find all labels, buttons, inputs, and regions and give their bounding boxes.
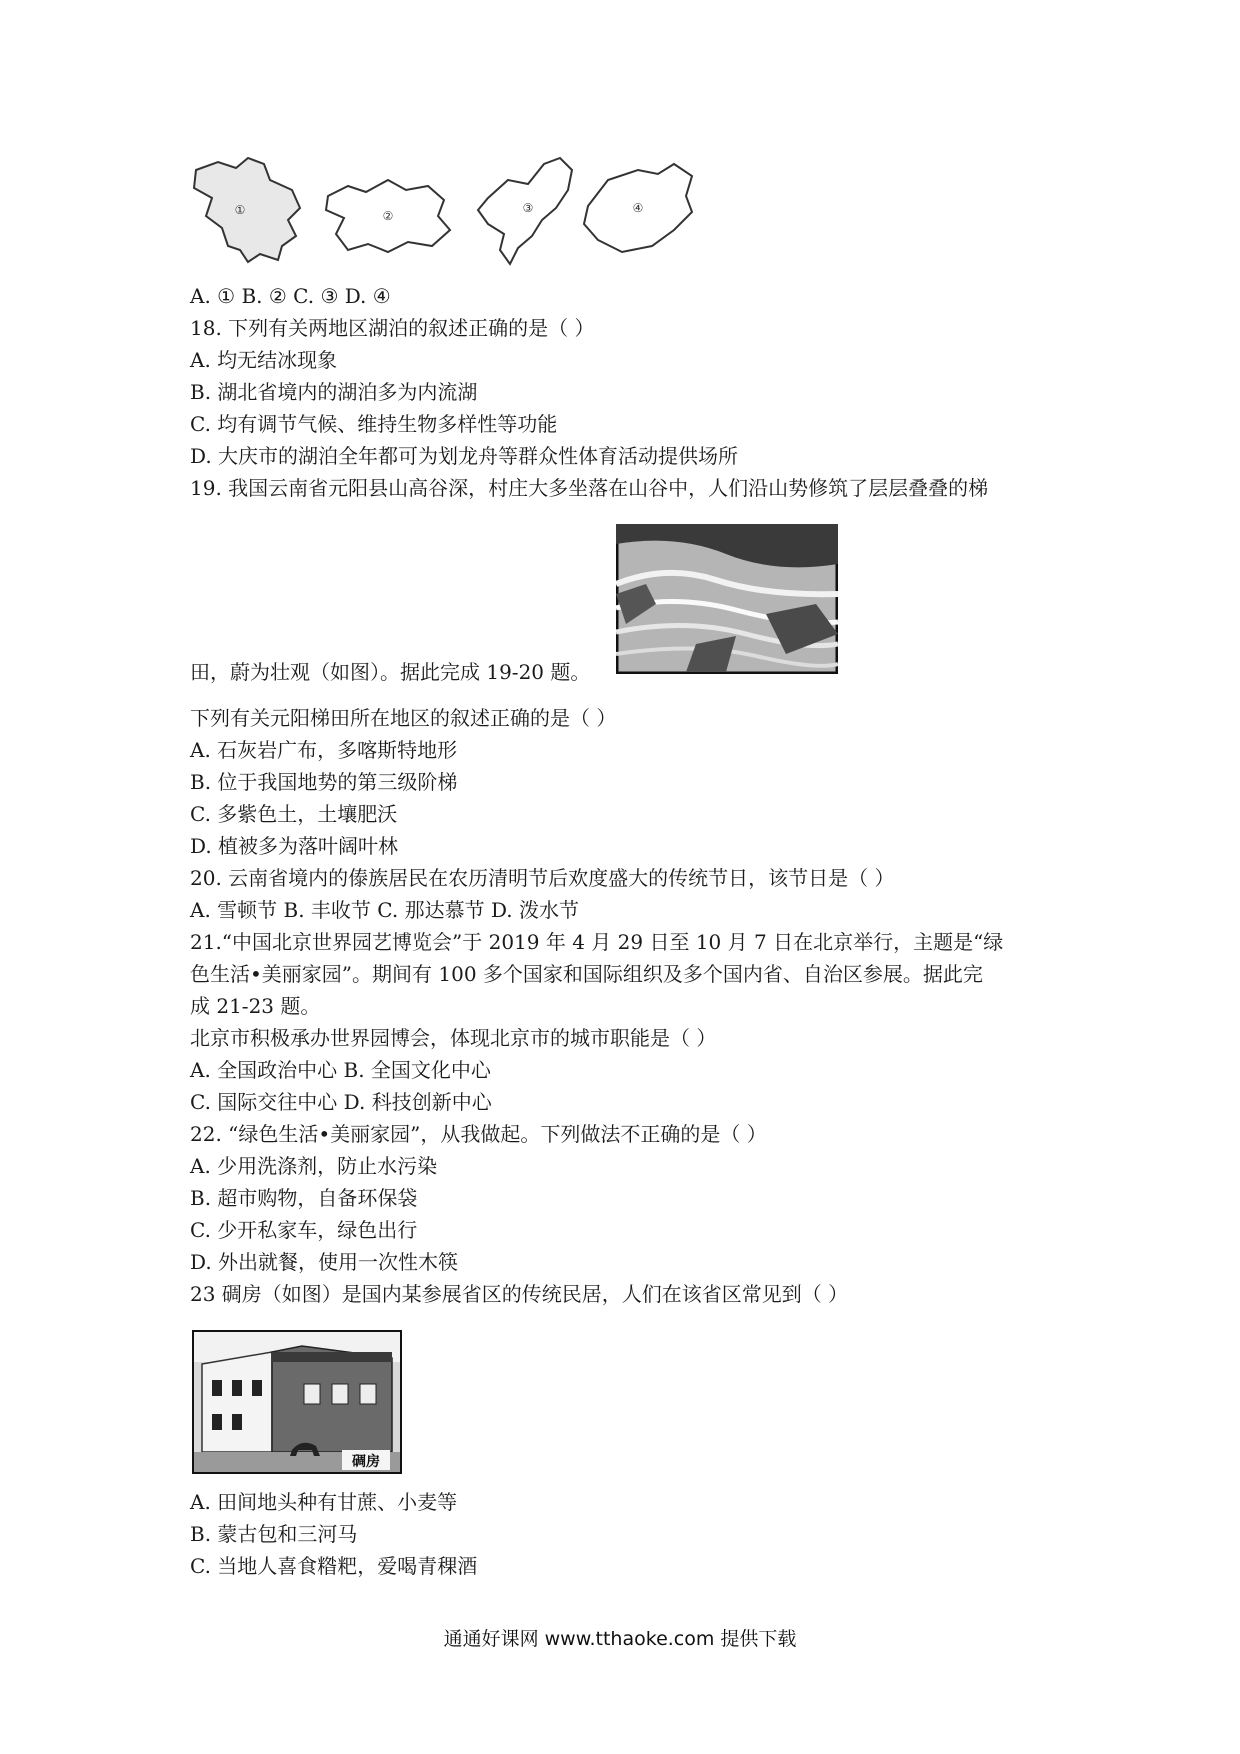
q23-stem: 23 碉房（如图）是国内某参展省区的传统民居，人们在该省区常见到（ ）: [190, 1282, 849, 1306]
map-label-3: ③: [522, 201, 534, 215]
map-label-2: ②: [382, 209, 394, 223]
q19-option-b: B. 位于我国地势的第三级阶梯: [190, 770, 458, 794]
q21-stem: 北京市积极承办世界园博会，体现北京市的城市职能是（ ）: [190, 1026, 717, 1050]
q23-option-c: C. 当地人喜食糌粑，爱喝青稞酒: [190, 1554, 478, 1578]
q21-options-cd: C. 国际交往中心 D. 科技创新中心: [190, 1090, 492, 1114]
q19-stem: 下列有关元阳梯田所在地区的叙述正确的是（ ）: [190, 706, 617, 730]
q22-option-a: A. 少用洗涤剂，防止水污染: [190, 1154, 438, 1178]
province-maps-figure: [188, 150, 748, 270]
q18-option-c: C. 均有调节气候、维持生物多样性等功能: [190, 412, 558, 436]
q22-option-c: C. 少开私家车，绿色出行: [190, 1218, 418, 1242]
q18-stem: 18. 下列有关两地区湖泊的叙述正确的是（ ）: [190, 316, 595, 340]
terraced-fields-photo: [616, 524, 838, 674]
q17-options: A. ① B. ② C. ③ D. ④: [190, 284, 391, 308]
q23-option-b: B. 蒙古包和三河马: [190, 1522, 358, 1546]
stone-house-photo: [192, 1330, 402, 1474]
page-footer: 通通好课网 www.tthaoke.com 提供下载: [443, 1628, 797, 1650]
q21-intro-line-2: 色生活•美丽家园”。期间有 100 多个国家和国际组织及多个国内省、自治区参展。据此完: [190, 962, 983, 986]
q18-option-a: A. 均无结冰现象: [190, 348, 338, 372]
q22-stem: 22. “绿色生活•美丽家园”，从我做起。下列做法不正确的是（ ）: [190, 1122, 767, 1146]
q22-option-b: B. 超市购物，自备环保袋: [190, 1186, 418, 1210]
q19-option-a: A. 石灰岩广布，多喀斯特地形: [190, 738, 458, 762]
q19-intro-line-1: 19. 我国云南省元阳县山高谷深，村庄大多坐落在山谷中，人们沿山势修筑了层层叠叠的梯: [190, 476, 989, 500]
q19-intro-line-2: 田，蔚为壮观（如图）。据此完成 19-20 题。: [190, 660, 591, 684]
q21-intro-line-3: 成 21-23 题。: [190, 994, 321, 1018]
q20-options: A. 雪顿节 B. 丰收节 C. 那达慕节 D. 泼水节: [190, 898, 579, 922]
q21-options-ab: A. 全国政治中心 B. 全国文化中心: [190, 1058, 491, 1082]
stone-house-caption: 碉房: [352, 1454, 380, 1470]
q18-option-d: D. 大庆市的湖泊全年都可为划龙舟等群众性体育活动提供场所: [190, 444, 739, 468]
q22-option-d: D. 外出就餐，使用一次性木筷: [190, 1250, 459, 1274]
q20-stem: 20. 云南省境内的傣族居民在农历清明节后欢度盛大的传统节日，该节日是（ ）: [190, 866, 895, 890]
q23-option-a: A. 田间地头种有甘蔗、小麦等: [190, 1490, 458, 1514]
map-label-4: ④: [632, 201, 644, 215]
q18-option-b: B. 湖北省境内的湖泊多为内流湖: [190, 380, 478, 404]
q19-option-c: C. 多紫色土，土壤肥沃: [190, 802, 398, 826]
map-label-1: ①: [234, 203, 246, 217]
q19-option-d: D. 植被多为落叶阔叶林: [190, 834, 399, 858]
q21-intro-line-1: 21.“中国北京世界园艺博览会”于 2019 年 4 月 29 日至 10 月 7 日在北京举行，主题是“绿: [190, 930, 1004, 954]
